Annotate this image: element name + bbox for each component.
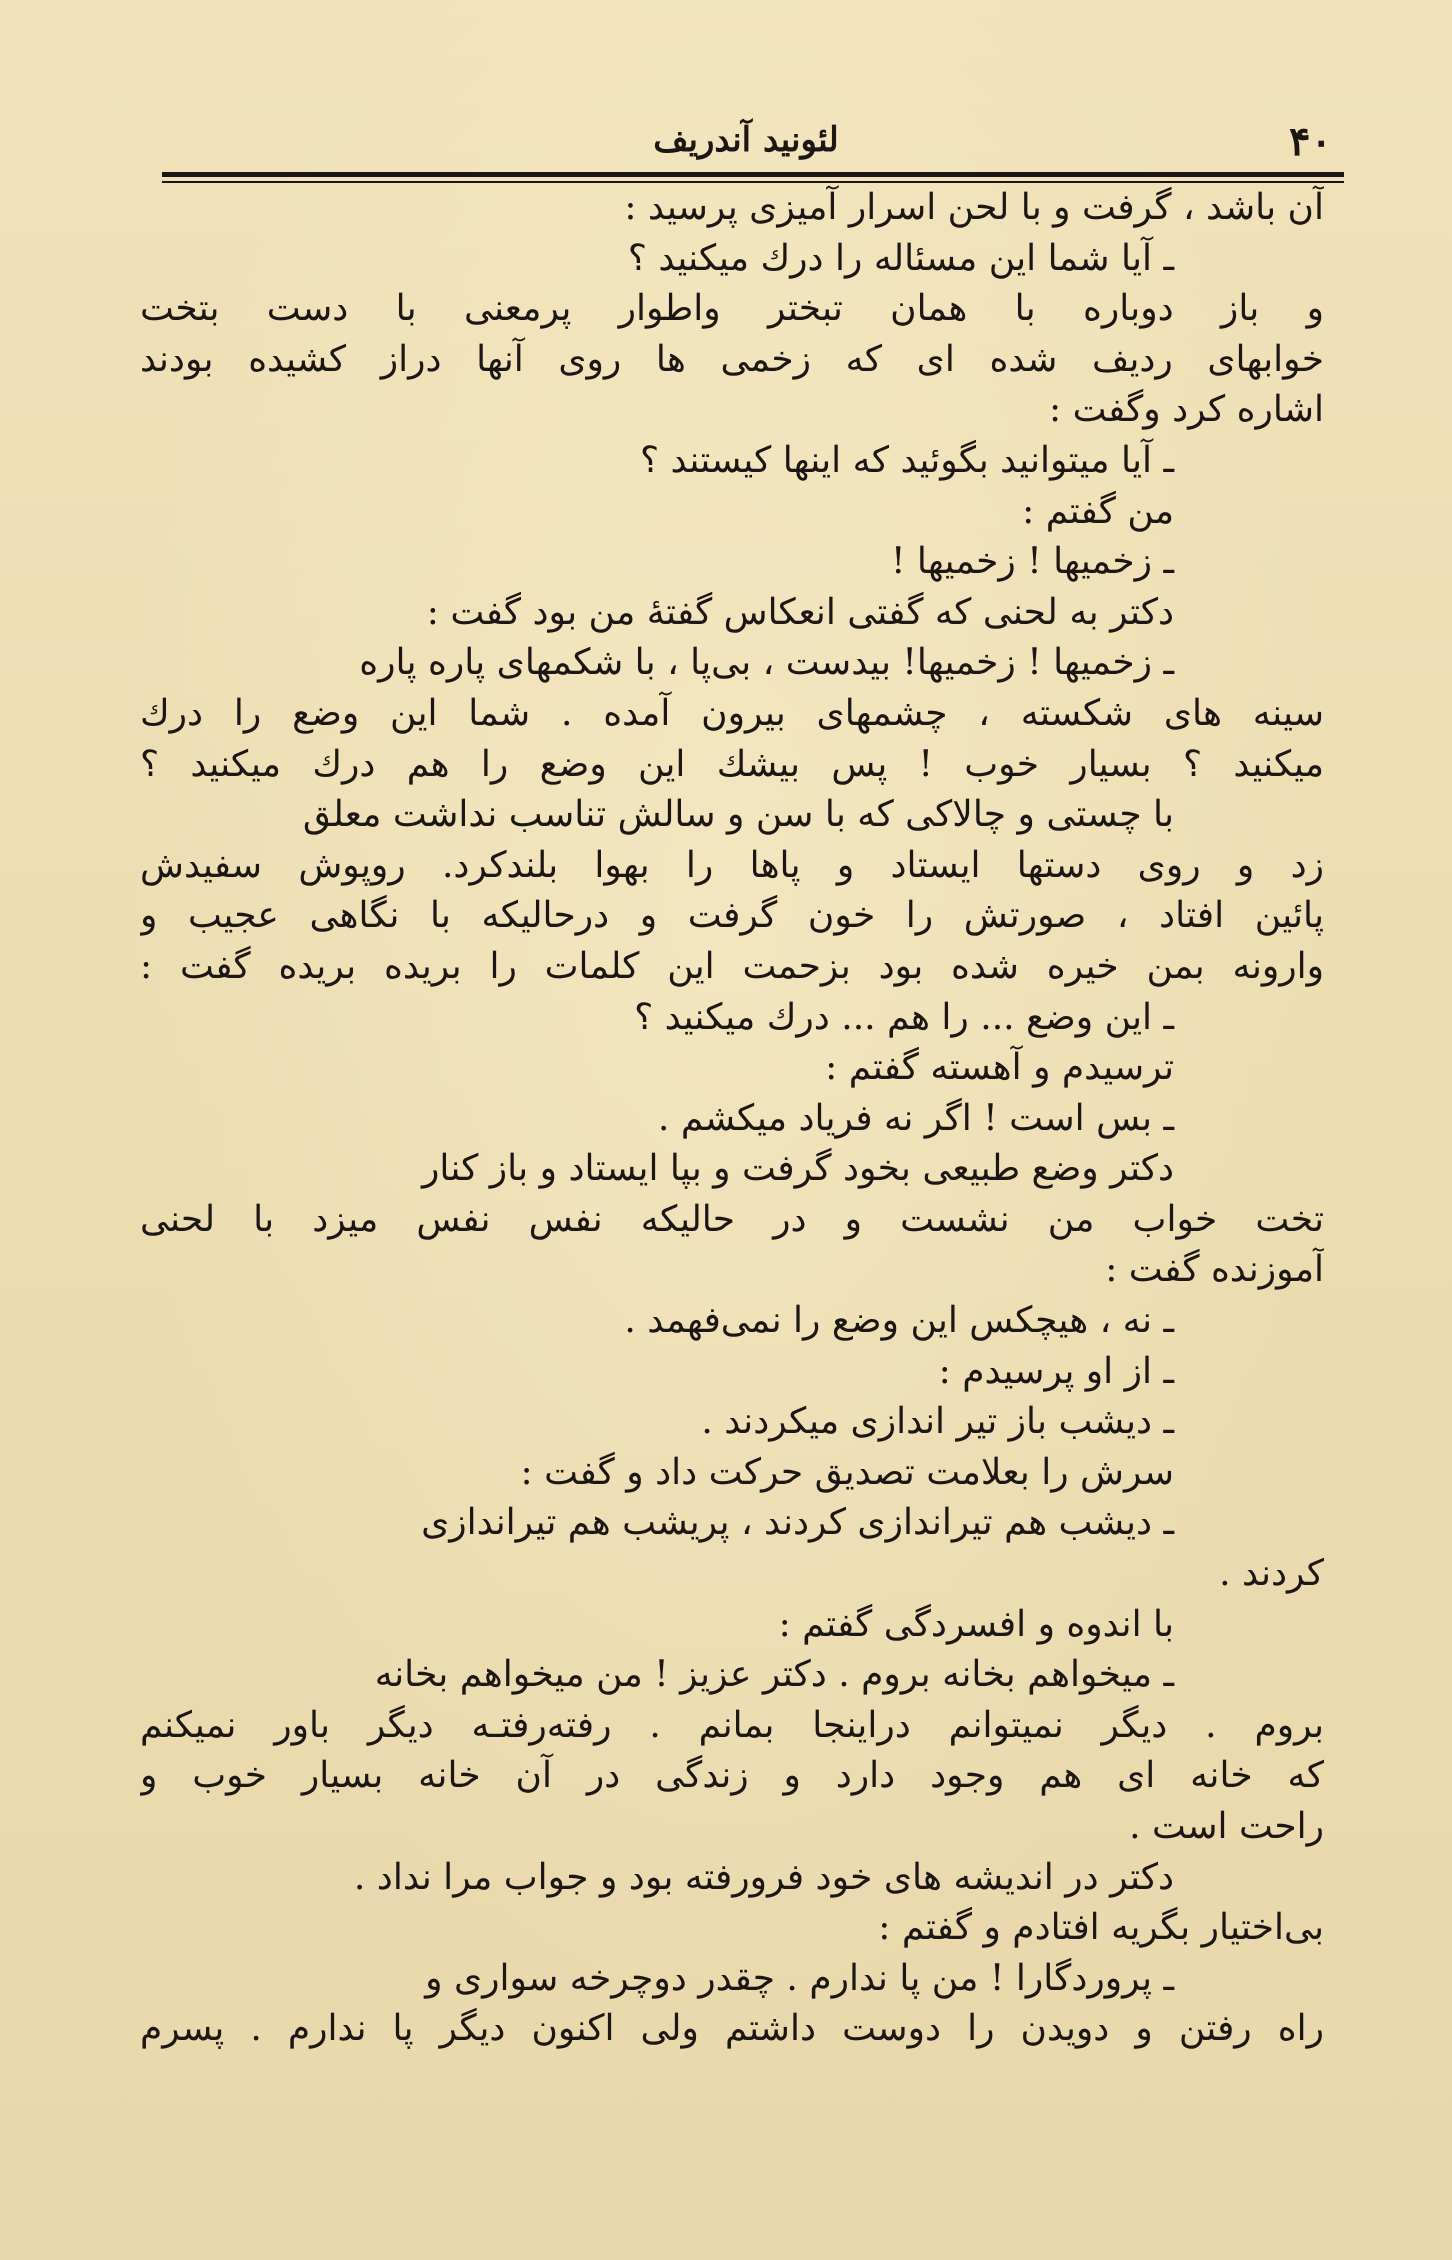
text-line: با اندوه و افسردگی گفتم :	[778, 1603, 1174, 1645]
text-line: ـ آیا شما این مسئاله را درك میکنید ؟	[627, 237, 1174, 279]
text-line: بروم . دیگر نمیتوانم دراینجا بمانم . رفته‌رفتـه دیگر باور نمیکنم	[140, 1704, 1324, 1746]
text-line: سینه های شکسته ، چشمهای بیرون آمده . شما این وضع را درك	[140, 692, 1324, 734]
text-line: و باز دوباره با همان تبختر واطوار پرمعنی با دست بتخت	[140, 288, 1324, 330]
text-line: ـ پروردگارا ! من پا ندارم . چقدر دوچرخه سواری و	[425, 1957, 1174, 1999]
text-line: با چستی و چالاکی که با سن و سالش تناسب نداشت معلق	[302, 794, 1174, 836]
header-rule-thick	[162, 172, 1344, 177]
text-line: سرش را بعلامت تصدیق حرکت داد و گفت :	[520, 1451, 1174, 1493]
page-header	[160, 118, 1332, 168]
text-line: ـ بس است ! اگر نه فریاد میکشم .	[658, 1097, 1174, 1139]
text-line: که خانه ای هم وجود دارد و زندگی در آن خانه بسیار خوب و	[140, 1755, 1324, 1797]
text-line: ـ این وضع ... را هم ... درك میکنید ؟	[634, 996, 1174, 1038]
text-line: راه رفتن و دویدن را دوست داشتم ولی اکنون دیگر پا ندارم . پسرم	[140, 2008, 1324, 2050]
text-line: ـ آیا میتوانید بگوئید که اینها کیستند ؟	[639, 439, 1174, 481]
text-line: اشاره کرد وگفت :	[1049, 389, 1324, 431]
text-line: ـ میخواهم بخانه بروم . دکتر عزیز ! من میخواهم بخانه	[374, 1654, 1174, 1696]
text-line: ـ دیشب باز تیر اندازی میکردند .	[701, 1401, 1174, 1443]
page-number: ۴۰	[1289, 118, 1332, 165]
text-line: میکنید ؟ بسیار خوب ! پس بیشك این وضع را هم درك میکنید ؟	[140, 743, 1324, 785]
text-line: وارونه بمن خیره شده بود بزحمت این کلمات را بریده بریده گفت :	[140, 945, 1324, 987]
text-line: ـ زخمیها ! زخمیها! بیدست ، بی‌پا ، با شکمهای پاره پاره	[359, 642, 1174, 684]
text-line: آموزنده گفت :	[1105, 1249, 1324, 1291]
text-line: زد و روی دستها ایستاد و پاها را بهوا بلندکرد. روپوش سفیدش	[140, 844, 1324, 886]
text-line: ترسیدم و آهسته گفتم :	[825, 1047, 1174, 1089]
text-line: خوابهای ردیف شده ای که زخمی ها روی آنها دراز کشیده بودند	[140, 338, 1324, 380]
text-line: دکتر وضع طبیعی بخود گرفت و بپا ایستاد و باز کنار	[422, 1148, 1174, 1190]
text-line: ـ نه ، هیچکس این وضع را نمی‌فهمد .	[624, 1300, 1174, 1342]
text-line: ـ از او پرسیدم :	[938, 1350, 1174, 1392]
text-line: تخت خواب من نشست و در حالیکه نفس نفس میزد با لحنی	[140, 1198, 1324, 1240]
text-line: بی‌اختیار بگریه افتادم و گفتم :	[878, 1907, 1324, 1949]
text-line: من گفتم :	[1022, 490, 1174, 532]
text-line: دکتر در اندیشه های خود فرورفته بود و جواب مرا نداد .	[353, 1856, 1174, 1898]
text-line: کردند .	[1219, 1553, 1324, 1595]
text-line: ـ دیشب هم تیراندازی کردند ، پریشب هم تیراندازی	[421, 1502, 1174, 1544]
running-title: لئونید آندریف	[653, 120, 839, 160]
text-line: آن باشد ، گرفت و با لحن اسرار آمیزی پرسید :	[624, 187, 1324, 228]
text-line: دکتر به لحنی که گفتی انعکاس گفتهٔ من بود گفت :	[426, 591, 1174, 633]
body-text	[140, 183, 1324, 2055]
text-line: پائین افتاد ، صورتش را خون گرفت و درحالیکه با نگاهی عجیب و	[140, 895, 1324, 937]
text-line: راحت است .	[1129, 1806, 1324, 1847]
text-line: ـ زخمیها ! زخمیها !	[890, 541, 1174, 583]
